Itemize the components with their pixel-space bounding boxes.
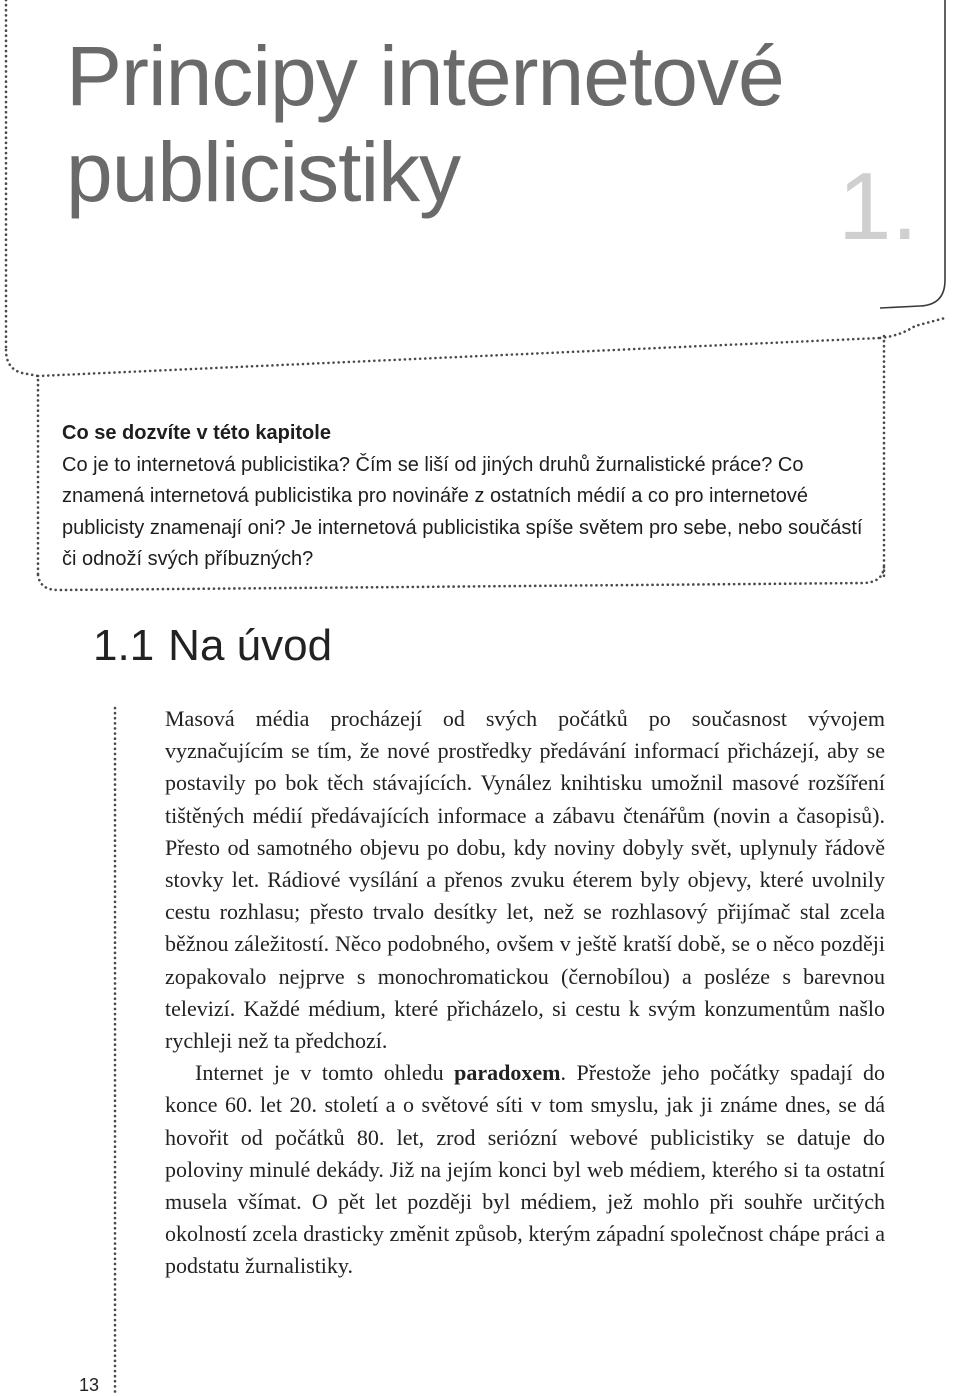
chapter-title-line2: publicistiky [66, 125, 461, 219]
chapter-title-line1: Principy internetové [66, 29, 784, 123]
frame-top-band-edge [38, 338, 880, 376]
section-heading [93, 618, 332, 674]
body-paragraph-2-rest: . Přestože jeho počátky spadají do konce 60. let 20. století a o světové síti v tom smyslu, jak ji známe dnes, se dá hovořit od počátků 80. let, zrod seriózní webové publicistiky se datuje do poloviny minulé dekády. Již na jejím konci byl web médiem, kterého si ta ostatní musela všímat. O pět let později byl médiem, jež mohlo při souhře určitých okolností zcela drasticky změnit způsob, kterým západní společnost chápe práci a podstatu žurnalistiky. [165, 1060, 885, 1279]
body-paragraph-1: Masová média procházejí od svých počátků po současnost vývojem vyznačujícím se tím, že nové prostředky předávání informací přicházejí, aby se postavily po bok těch stávajících. Vynález knihtisku umožnil masové rozšíření tištěných médií předávajících informace a zábavu čtenářům (novin a časopisů). Přesto od samotného objevu po dobu, kdy noviny dobyly svět, uplynuly řádově stovky let. Rádiové vysílání a přenos zvuku éterem byly objevy, které uvolnily cestu rozhlasu; přesto trvalo desítky let, než se rozhlasový přijímač stal zcela běžnou záležitostí. Něco podobného, ovšem v ještě kratší době, se o něco později zopakovalo nejprve s monochromatickou (černobílou) a posléze s barevnou televizí. Každé médium, které přicházelo, si cestu k svým konzumentům našlo rychleji než ta předchozí. [165, 706, 885, 1054]
frame-top-right-curve [880, 318, 945, 338]
learn-box [62, 418, 874, 576]
learn-box-text: Co je to internetová publicistika? Čím se liší od jiných druhů žurnalistické práce? Co znamená internetová publicistika pro novináře z ostatních médií a co pro internetové publicisty znamenají oni? Je internetová publicistika spíše světem pro sebe, nebo součástí či odnoží svých příbuzných? [62, 453, 863, 570]
body-paragraph-2 [165, 1057, 885, 1282]
section-title: Na úvod [168, 621, 333, 670]
learn-box-heading: Co se dozvíte v této kapitole [62, 422, 331, 444]
page-number: 13 [79, 1375, 100, 1395]
body-paragraph-2-start: Internet je v tomto ohledu [195, 1060, 455, 1086]
term-paradox: paradoxem [454, 1060, 561, 1086]
chapter-number: 1. [838, 153, 919, 260]
frame-top-left-curve [6, 350, 38, 376]
section-number: 1.1 [93, 621, 155, 670]
chapter-title [66, 28, 784, 220]
body-text [165, 703, 885, 1283]
